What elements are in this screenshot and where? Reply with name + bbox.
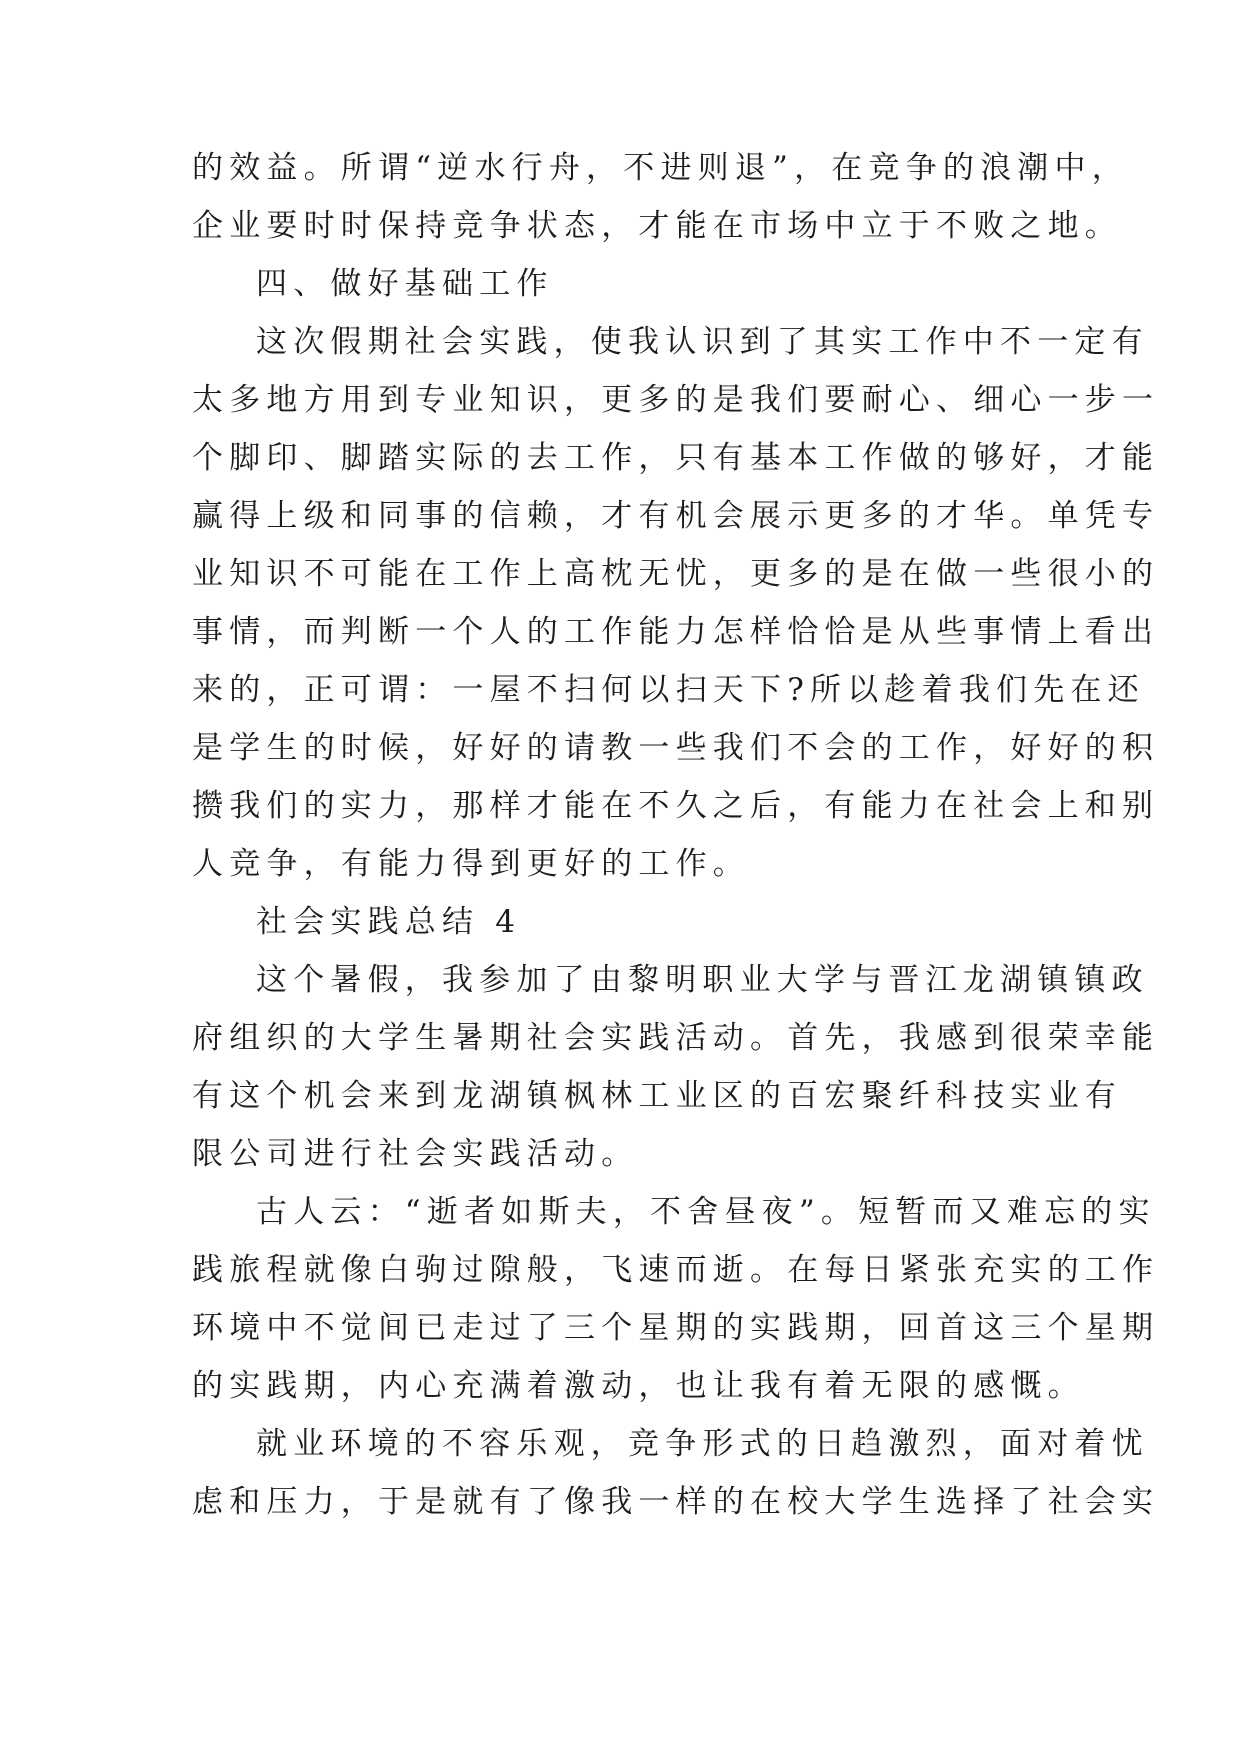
text-line: 的实践期，内心充满着激动，也让我有着无限的感慨。 [192,1368,1085,1404]
text-line: 的效益。所谓“逆水行舟，不进则退”，在竞争的浪潮中， [192,150,1129,186]
section-heading: 社会实践总结 4 [256,904,522,940]
text-line: 古人云：“逝者如斯夫，不舍昼夜”。短暂而又难忘的实 [256,1194,1156,1230]
text-line: 是学生的时候，好好的请教一些我们不会的工作，好好的积 [192,730,1160,766]
text-line: 这个暑假，我参加了由黎明职业大学与晋江龙湖镇镇政 [256,962,1149,998]
text-line: 赢得上级和同事的信赖，才有机会展示更多的才华。单凭专 [192,498,1160,534]
text-line: 攒我们的实力，那样才能在不久之后，有能力在社会上和别 [192,788,1160,824]
text-line: 来的，正可谓：一屋不扫何以扫天下?所以趁着我们先在还 [192,672,1145,708]
text-line: 践旅程就像白驹过隙般，飞速而逝。在每日紧张充实的工作 [192,1252,1160,1288]
text-line: 就业环境的不容乐观，竞争形式的日趋激烈，面对着忧 [256,1426,1149,1462]
text-line: 人竞争，有能力得到更好的工作。 [192,846,750,882]
text-line: 这次假期社会实践，使我认识到了其实工作中不一定有 [256,324,1149,360]
section-heading: 四、做好基础工作 [256,266,554,302]
text-line: 业知识不可能在工作上高枕无忧，更多的是在做一些很小的 [192,556,1160,592]
text-line: 限公司进行社会实践活动。 [192,1136,639,1172]
text-line: 府组织的大学生暑期社会实践活动。首先，我感到很荣幸能 [192,1020,1160,1056]
text-line: 虑和压力，于是就有了像我一样的在校大学生选择了社会实 [192,1484,1160,1520]
text-line: 太多地方用到专业知识，更多的是我们要耐心、细心一步一 [192,382,1160,418]
text-line: 企业要时时保持竞争状态，才能在市场中立于不败之地。 [192,208,1122,244]
text-line: 个脚印、脚踏实际的去工作，只有基本工作做的够好，才能 [192,440,1160,476]
text-line: 环境中不觉间已走过了三个星期的实践期，回首这三个星期 [192,1310,1160,1346]
text-line: 有这个机会来到龙湖镇枫林工业区的百宏聚纤科技实业有 [192,1078,1122,1114]
text-line: 事情，而判断一个人的工作能力怎样恰恰是从些事情上看出 [192,614,1160,650]
